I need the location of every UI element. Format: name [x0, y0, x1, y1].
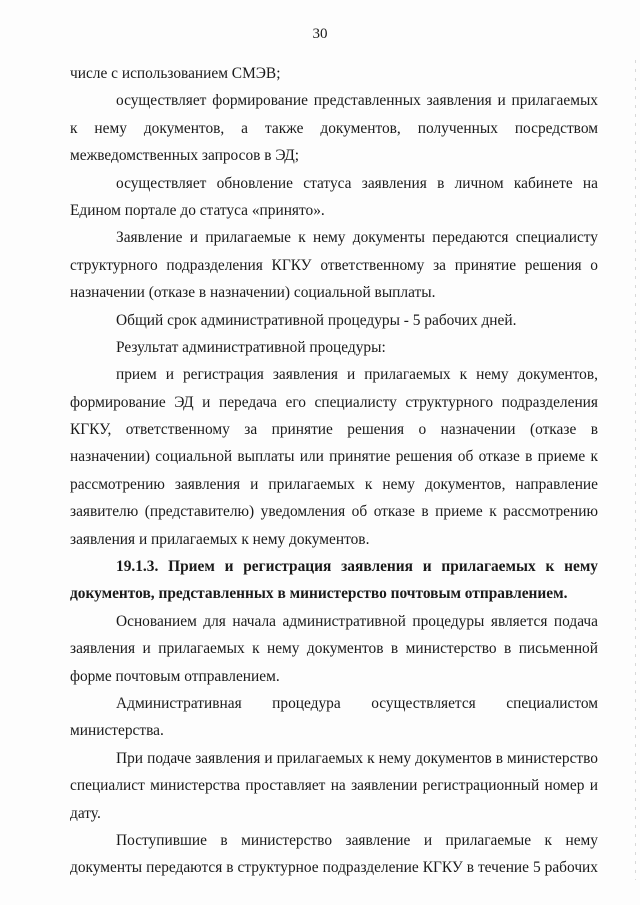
text-line: заявителю (представителю) уведомления об отказе в приеме к рассмотрению	[70, 503, 598, 521]
text-line: структурного подразделения КГКУ ответственному за принятие решения о	[70, 256, 598, 274]
text-line: к нему документов, а также документов, полученных посредством	[70, 119, 598, 137]
text-line: заявления и прилагаемых к нему документов.	[70, 530, 370, 548]
text-line: дату.	[70, 804, 101, 822]
text-line: Заявление и прилагаемые к нему документы передаются специалисту	[116, 229, 598, 247]
page-number: 30	[312, 26, 328, 42]
section-heading-line: документов, представленных в министерство почтовым отправлением.	[70, 585, 568, 603]
text-line: числе с использованием СМЭВ;	[70, 65, 281, 82]
text-line: прием и регистрация заявления и прилагаемых к нему документов,	[116, 366, 598, 384]
text-line: КГКУ, ответственному за принятие решения о назначении (отказе в	[70, 421, 598, 439]
text-line: назначении) социальной выплаты или принятие решения об отказе в приеме к	[70, 448, 598, 466]
document-body	[70, 60, 598, 882]
text-line: министерства.	[70, 722, 164, 740]
text-line: формирование ЭД и передача его специалисту структурного подразделения	[70, 393, 598, 411]
text-line: специалист министерства проставляет на заявлении регистрационный номер и	[70, 777, 598, 795]
text-line: рассмотрению заявления и прилагаемых к нему документов, направление	[70, 475, 598, 493]
text-line: назначении (отказе в назначении) социальной выплаты.	[70, 284, 436, 302]
text-line: Общий срок административной процедуры - 5 рабочих дней.	[116, 311, 517, 329]
text-line: межведомственных запросов в ЭД;	[70, 147, 300, 165]
text-line: осуществляет обновление статуса заявления в личном кабинете на	[116, 174, 598, 192]
text-line: Поступившие в министерство заявление и прилагаемые к нему	[116, 831, 598, 849]
text-line: Основанием для начала административной процедуры является подача	[116, 612, 598, 630]
text-line: Административная процедура осуществляется специалистом	[116, 694, 598, 712]
text-line: При подаче заявления и прилагаемых к нему документов в министерство	[116, 749, 598, 767]
scan-edge-artifact	[635, 60, 636, 880]
text-line: Едином портале до статуса «принято».	[70, 201, 325, 219]
text-line: документы передаются в структурное подразделение КГКУ в течение 5 рабочих	[70, 859, 598, 877]
text-line: заявления и прилагаемых к нему документов в министерство в письменной	[70, 640, 598, 658]
text-line: осуществляет формирование представленных заявления и прилагаемых	[116, 92, 598, 110]
text-line: форме почтовым отправлением.	[70, 667, 280, 685]
section-heading-line: 19.1.3. Прием и регистрация заявления и прилагаемых к нему	[116, 558, 598, 576]
text-line: Результат административной процедуры:	[116, 338, 386, 356]
